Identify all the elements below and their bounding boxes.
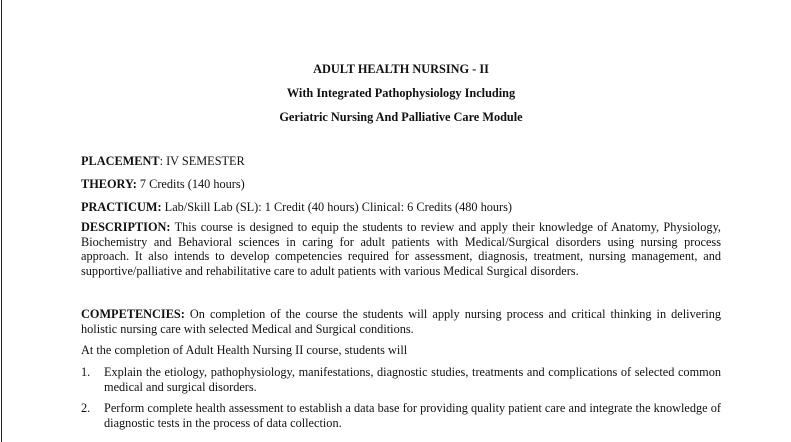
theory-label: THEORY: bbox=[81, 177, 137, 191]
document-subtitle-2: Geriatric Nursing And Palliative Care Module bbox=[279, 110, 523, 124]
document-body bbox=[81, 62, 721, 437]
competencies-paragraph bbox=[81, 307, 721, 336]
description-paragraph bbox=[81, 220, 721, 278]
list-item-number: 2. bbox=[81, 401, 91, 415]
list-item-text: Explain the etiology, pathophysiology, manifestations, diagnostic studies, treatments and complications of selected common medical and surgical disorders. bbox=[104, 365, 721, 394]
practicum-field bbox=[81, 200, 721, 215]
list-item-number: 1. bbox=[81, 365, 91, 379]
placement-label: PLACEMENT bbox=[81, 154, 160, 168]
outcomes-intro: At the completion of Adult Health Nursing II course, students will bbox=[81, 343, 408, 357]
list-item bbox=[81, 401, 721, 430]
practicum-value: Lab/Skill Lab (SL): 1 Credit (40 hours) Clinical: 6 Credits (480 hours) bbox=[161, 200, 513, 214]
practicum-label: PRACTICUM: bbox=[81, 200, 162, 214]
description-label: DESCRIPTION: bbox=[81, 220, 171, 234]
description-text: This course is designed to equip the students to review and apply their knowledge of Anatomy, Physiology, Biochemistry and Behavioral sciences in caring for adult patients with Medical/Surgical disorders using nursing process approach. It also intends to develop competencies required for assessment, diagnosis, treatment, nursing management, and supportive/palliative and rehabilitative care to adult patients with various Medical Surgical disorders. bbox=[81, 220, 721, 278]
competencies-label: COMPETENCIES: bbox=[81, 307, 185, 321]
competencies-text: On completion of the course the students will apply nursing process and critical thinking in delivering holistic nursing care with selected Medical and Surgical conditions. bbox=[81, 307, 721, 336]
placement-value: : IV SEMESTER bbox=[159, 154, 245, 168]
list-item bbox=[81, 365, 721, 394]
document-subtitle-1: With Integrated Pathophysiology Including bbox=[286, 86, 516, 100]
theory-value: 7 Credits (140 hours) bbox=[136, 177, 245, 191]
placement-field bbox=[81, 154, 721, 169]
theory-field bbox=[81, 177, 721, 192]
list-item-text: Perform complete health assessment to establish a data base for providing quality patient care and integrate the knowledge of diagnostic tests in the process of data collection. bbox=[104, 401, 721, 430]
outcomes-list bbox=[81, 365, 721, 430]
document-title: ADULT HEALTH NURSING - II bbox=[313, 62, 489, 76]
page-left-border bbox=[1, 0, 2, 442]
